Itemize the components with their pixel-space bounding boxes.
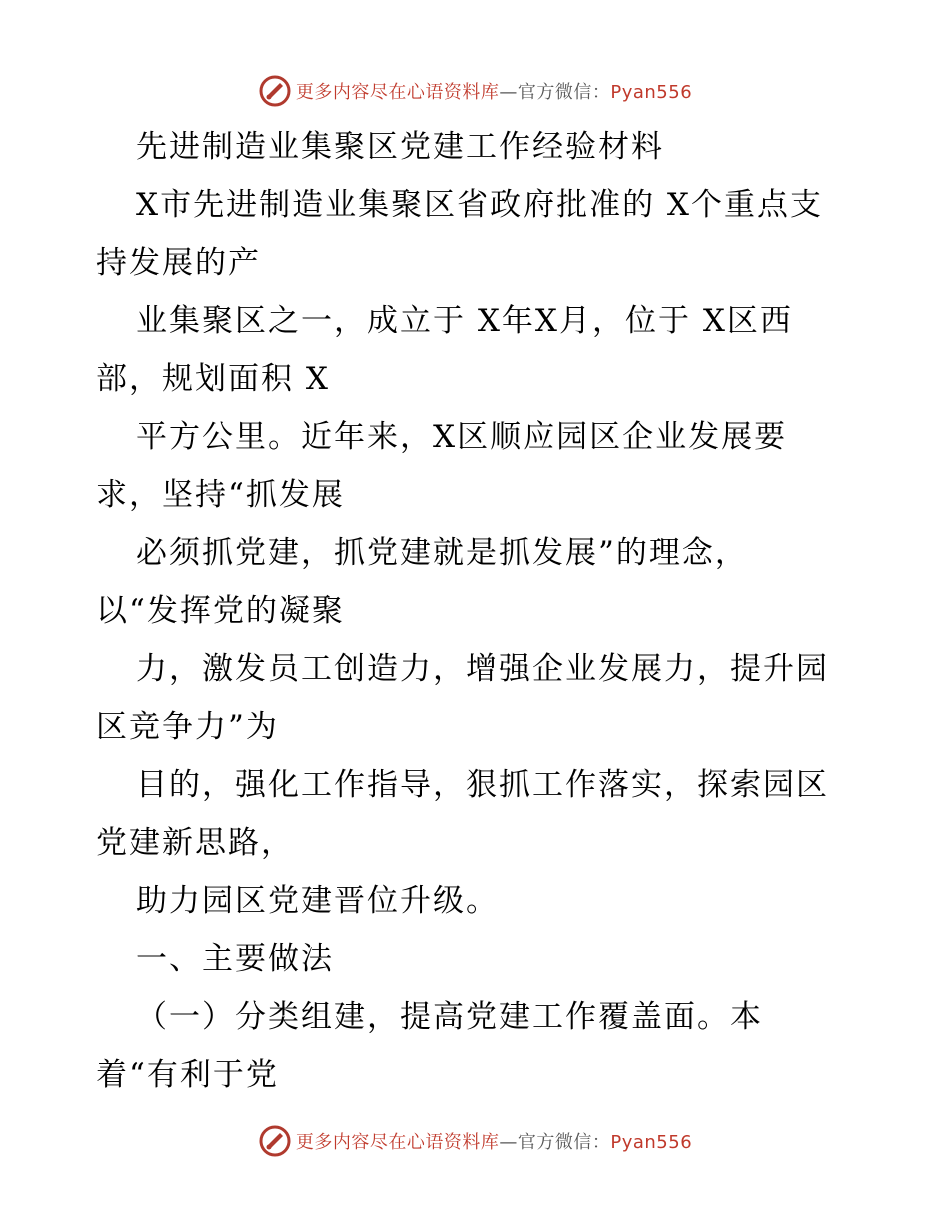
text-line: 助力园区党建晋位升级。 <box>136 883 499 919</box>
brand-logo-icon <box>258 1124 292 1158</box>
text-line: 必须抓党建，抓党建就是抓发展”的理念， <box>136 535 748 571</box>
banner-brand: 更多内容尽在心语资料库 <box>295 1132 500 1153</box>
section-heading: 一、主要做法 <box>136 941 334 977</box>
header-banner <box>0 71 950 111</box>
banner-wechat-id: Pyan556 <box>610 82 693 103</box>
text-line: X市先进制造业集聚区省政府批准的 X个重点支 <box>136 187 823 223</box>
banner-wechat-label: 官方微信： <box>517 82 611 103</box>
banner-content <box>258 74 692 108</box>
text-line: 着“有利于党 <box>96 1057 279 1093</box>
banner-text <box>296 1128 692 1154</box>
brand-logo-icon <box>258 74 292 108</box>
document-body <box>96 118 866 1104</box>
text-line: 区竞争力”为 <box>96 709 279 745</box>
document-title: 先进制造业集聚区党建工作经验材料 <box>136 129 664 165</box>
text-line: 党建新思路， <box>96 825 294 861</box>
text-line: 业集聚区之一，成立于 X年X月，位于 X区西 <box>136 303 793 339</box>
banner-text <box>296 78 692 104</box>
text-line: 目的，强化工作指导，狠抓工作落实，探索园区 <box>136 767 829 803</box>
banner-separator: — <box>499 82 518 103</box>
banner-wechat-id: Pyan556 <box>610 1132 693 1153</box>
text-line: 部，规划面积 X <box>96 361 330 397</box>
text-line: 持发展的产 <box>96 245 261 281</box>
banner-separator: — <box>499 1132 518 1153</box>
text-line: 求，坚持“抓发展 <box>96 477 345 513</box>
text-line: 力，激发员工创造力，增强企业发展力，提升园 <box>136 651 829 687</box>
banner-brand: 更多内容尽在心语资料库 <box>295 82 500 103</box>
footer-banner <box>0 1121 950 1161</box>
text-line: 平方公里。近年来，X区顺应园区企业发展要 <box>136 419 788 455</box>
subsection-heading: （一）分类组建，提高党建工作覆盖面。本 <box>136 999 763 1035</box>
text-line: 以“发挥党的凝聚 <box>96 593 345 629</box>
banner-wechat-label: 官方微信： <box>517 1132 611 1153</box>
banner-content <box>258 1124 692 1158</box>
